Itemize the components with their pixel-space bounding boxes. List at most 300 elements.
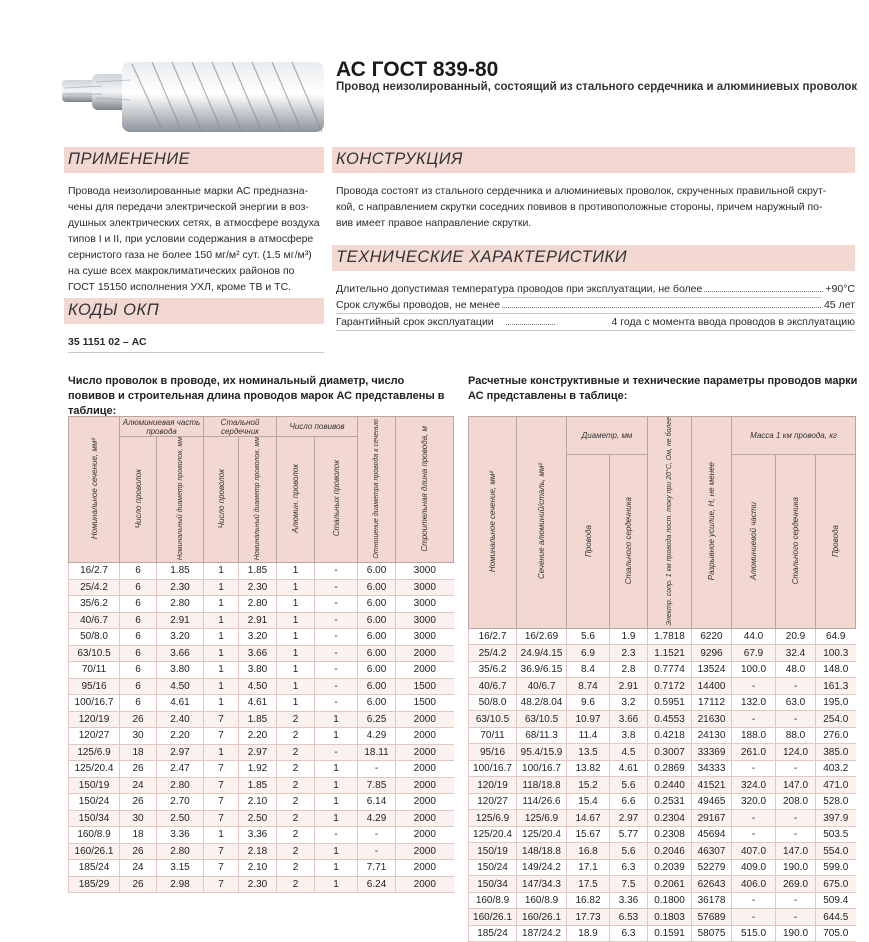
application-line: Провода неизолированные марки АС предназна- (68, 185, 309, 197)
table1-cell: 1 (277, 678, 315, 695)
table1-col-nom: Номинальное сечение, мм² (89, 438, 99, 540)
table2-row (469, 628, 856, 645)
table1-cell: 120/19 (69, 711, 120, 728)
table2-cell: 7.5 (610, 876, 648, 893)
table1-cell: 3.36 (157, 827, 204, 844)
table1-cell: 2.50 (239, 810, 277, 827)
table2-col-sec: Сечение алюминий/сталь, мм² (537, 463, 546, 580)
table1-sub-count: Число проволок (216, 468, 226, 529)
table2-cell: 64.9 (816, 628, 856, 645)
table2-cell: 34333 (692, 760, 732, 777)
table1-cell: 1 (277, 645, 315, 662)
table1-cell: 2000 (396, 860, 454, 877)
table2-cell: - (732, 810, 776, 827)
table2-col-res: Электр. сопр. 1 км провода пост. току при 20°С, Ом, не более (666, 417, 673, 626)
table1-cell: 2 (277, 876, 315, 893)
table2-cell: 3.66 (610, 711, 648, 728)
table2-cell: 118/18.8 (517, 777, 567, 794)
table1-cell: 2.91 (239, 612, 277, 629)
page-title: АС ГОСТ 839-80 (336, 58, 499, 81)
table2-cell: 15.67 (567, 826, 610, 843)
table1-cell: 1 (204, 645, 239, 662)
table2-row (469, 810, 856, 827)
table1-col-len: Строительная длина провода, м (420, 425, 430, 552)
table2 (468, 416, 856, 942)
table2-row (469, 777, 856, 794)
table2-cell: 24.9/4.15 (517, 645, 567, 662)
table1-cell: 35/6.2 (69, 596, 120, 613)
table2-cell: 57689 (692, 909, 732, 926)
table1-cell: 1 (204, 629, 239, 646)
table2-group-mass: Масса 1 км провода, кг (732, 417, 856, 455)
table1-cell: 6.00 (358, 629, 396, 646)
application-line: чены для передачи электрической энергии в воз- (68, 201, 309, 213)
construction-line: вив имеет правое направление скрутки. (336, 217, 532, 229)
table2-cell: 68/11.3 (517, 727, 567, 744)
construction-text (336, 183, 856, 231)
table1-cell: 7 (204, 728, 239, 745)
table1-sub-count: Число проволок (133, 468, 143, 529)
spec-divider (336, 330, 855, 331)
table1-cell: 2000 (396, 810, 454, 827)
table1-cell: 2 (277, 860, 315, 877)
table1-group-st: Стальной сердечник (204, 417, 277, 437)
table2-cell: 0.2304 (648, 810, 692, 827)
table1-cell: 1 (277, 612, 315, 629)
table2-row (469, 843, 856, 860)
table2-cell: 147.0 (776, 777, 816, 794)
table1-cell: 1 (315, 728, 358, 745)
construction-heading-bar (332, 147, 855, 173)
table1-cell: 6.14 (358, 794, 396, 811)
table1-cell: 2.97 (157, 744, 204, 761)
table1-row (69, 711, 454, 728)
table1-cell: 2000 (396, 761, 454, 778)
table1-cell: 2 (277, 728, 315, 745)
table1-cell: 3000 (396, 596, 454, 613)
table2-cell: 148/18.8 (517, 843, 567, 860)
table2-cell: 5.6 (610, 777, 648, 794)
table1-cell: 1 (315, 777, 358, 794)
table2-cell: 160/26.1 (469, 909, 517, 926)
table1-cell: 6 (120, 662, 157, 679)
table2-cell: 187/24.2 (517, 925, 567, 942)
table2-cell: 0.2039 (648, 859, 692, 876)
table1-row (69, 629, 454, 646)
table2-cell: 48.2/8.04 (517, 694, 567, 711)
table1 (68, 416, 454, 893)
table2-cell: 41521 (692, 777, 732, 794)
table1-row (69, 728, 454, 745)
table2-cell: - (776, 826, 816, 843)
table1-cell: 2 (277, 794, 315, 811)
table1-cell: 3.80 (239, 662, 277, 679)
table1-cell: 2.80 (239, 596, 277, 613)
table1-cell: 6.00 (358, 695, 396, 712)
table1-cell: 2 (277, 827, 315, 844)
table1-cell: 2000 (396, 843, 454, 860)
okp-divider (68, 352, 324, 353)
spec-value: +90°С (825, 283, 855, 295)
table2-cell: 24130 (692, 727, 732, 744)
table2-cell: - (776, 909, 816, 926)
table1-cell: 3.36 (239, 827, 277, 844)
table2-cell: 14.67 (567, 810, 610, 827)
table2-cell: 58075 (692, 925, 732, 942)
table1-cell: 24 (120, 777, 157, 794)
table1-cell: 7 (204, 777, 239, 794)
table1-cell: - (358, 827, 396, 844)
table2-cell: - (776, 711, 816, 728)
table2-cell: 2.97 (610, 810, 648, 827)
table2-cell: 0.4218 (648, 727, 692, 744)
table1-row (69, 612, 454, 629)
table1-cell: 4.29 (358, 810, 396, 827)
table1-cell: 4.29 (358, 728, 396, 745)
table2-cell: 5.6 (610, 843, 648, 860)
table2-cell: 150/24 (469, 859, 517, 876)
table1-cell: 30 (120, 810, 157, 827)
table1-cell: 3.66 (239, 645, 277, 662)
application-line: душных электрических сетях, в атмосфере воздуха (68, 217, 320, 229)
table1-cell: - (315, 579, 358, 596)
table2-cell: 190.0 (776, 925, 816, 942)
table2-cell: 3.8 (610, 727, 648, 744)
table2-cell: 120/19 (469, 777, 517, 794)
table1-cell: 185/24 (69, 860, 120, 877)
table1-group-al: Алюминиевая часть провода (120, 417, 204, 437)
table1-cell: 1 (315, 794, 358, 811)
spec-row-warranty (336, 314, 855, 330)
okp-code: 35 1151 02 – АС (68, 336, 147, 348)
table2-cell: 160/26.1 (517, 909, 567, 926)
table1-cell: 6.00 (358, 612, 396, 629)
table1-cell: - (315, 827, 358, 844)
table2-cell: 150/19 (469, 843, 517, 860)
table2-cell: 276.0 (816, 727, 856, 744)
table2-cell: 503.5 (816, 826, 856, 843)
table2-row (469, 711, 856, 728)
spec-value: 4 года с момента ввода проводов в эксплуатацию (611, 316, 855, 328)
table2-cell: 15.4 (567, 793, 610, 810)
table2-cell: 2.91 (610, 678, 648, 695)
table2-cell: - (776, 892, 816, 909)
table2-cell: 44.0 (732, 628, 776, 645)
table2-row (469, 760, 856, 777)
table2-cell: 254.0 (816, 711, 856, 728)
table2-cell: - (732, 678, 776, 695)
table1-cell: 150/24 (69, 794, 120, 811)
table1-row (69, 744, 454, 761)
table2-cell: 2.3 (610, 645, 648, 662)
table1-cell: 1.85 (157, 563, 204, 580)
table2-cell: 100.3 (816, 645, 856, 662)
table1-row (69, 579, 454, 596)
table2-cell: 13524 (692, 661, 732, 678)
table2-cell: 36.9/6.15 (517, 661, 567, 678)
table1-cell: 4.50 (239, 678, 277, 695)
table1-col-ratio: Отношение диаметра провода к сечению (373, 418, 381, 559)
table1-cell: 26 (120, 711, 157, 728)
table1-row (69, 876, 454, 893)
table1-cell: 2.10 (239, 860, 277, 877)
table1-cell: 185/29 (69, 876, 120, 893)
table2-cell: - (732, 892, 776, 909)
table2-cell: - (732, 760, 776, 777)
table1-cell: - (358, 761, 396, 778)
table2-cell: 554.0 (816, 843, 856, 860)
table1-cell: 2.40 (157, 711, 204, 728)
table1-cell: 2 (277, 711, 315, 728)
okp-heading: КОДЫ ОКП (68, 301, 160, 319)
table1-cell: 2.47 (157, 761, 204, 778)
table2-cell: 6.9 (567, 645, 610, 662)
table1-cell: 2.20 (157, 728, 204, 745)
table1-cell: 160/8.9 (69, 827, 120, 844)
table2-cell: 88.0 (776, 727, 816, 744)
table1-cell: - (315, 596, 358, 613)
table1-cell: 6 (120, 678, 157, 695)
table2-cell: 0.2869 (648, 760, 692, 777)
table1-cell: 1 (204, 662, 239, 679)
table1-cell: 6.00 (358, 678, 396, 695)
table1-cell: 7 (204, 876, 239, 893)
table1-cell: 26 (120, 761, 157, 778)
table1-cell: 2.30 (239, 579, 277, 596)
table1-cell: 1 (204, 612, 239, 629)
table1-cell: 4.61 (239, 695, 277, 712)
table1-row (69, 596, 454, 613)
table2-caption: Расчетные конструктивные и технические параметры проводов марки АС представлены в таблице: (468, 375, 858, 402)
table1-cell: 1.85 (239, 777, 277, 794)
table2-cell: 13.82 (567, 760, 610, 777)
table2-cell: 95.4/15.9 (517, 744, 567, 761)
table1-cell: 1 (277, 596, 315, 613)
table2-cell: 4.5 (610, 744, 648, 761)
table1-cell: 2.10 (239, 794, 277, 811)
table2-cell: - (732, 711, 776, 728)
table1-cell: 7.71 (358, 860, 396, 877)
table2-row (469, 826, 856, 843)
table1-row (69, 645, 454, 662)
table1-cell: 2000 (396, 777, 454, 794)
table2-cell: 9296 (692, 645, 732, 662)
table1-cell: 3000 (396, 579, 454, 596)
application-line: сернистого газа не более 150 мг/м² сут. (1.5 мг/м³) (68, 249, 312, 261)
table2-cell: 406.0 (732, 876, 776, 893)
table2-cell: 17.1 (567, 859, 610, 876)
table1-row (69, 695, 454, 712)
table2-cell: 150/34 (469, 876, 517, 893)
table1-cell: 2 (277, 777, 315, 794)
table2-col-diam-core: Стального сердечника (624, 496, 633, 585)
table1-cell: 2000 (396, 876, 454, 893)
table2-cell: 320.0 (732, 793, 776, 810)
table1-cell: 2.80 (157, 843, 204, 860)
table2-cell: 10.97 (567, 711, 610, 728)
table1-cell: 2.91 (157, 612, 204, 629)
table1-cell: 7 (204, 843, 239, 860)
table2-cell: 125/20.4 (517, 826, 567, 843)
table2-cell: 100.0 (732, 661, 776, 678)
table2-cell: 188.0 (732, 727, 776, 744)
table2-cell: - (732, 826, 776, 843)
page-subtitle: Провод неизолированный, состоящий из стального сердечника и алюминиевых проволок (336, 81, 858, 93)
table2-cell: 132.0 (732, 694, 776, 711)
table1-cell: 3.20 (239, 629, 277, 646)
table2-cell: 9.6 (567, 694, 610, 711)
table1-cell: 1 (277, 579, 315, 596)
table2-cell: 0.5951 (648, 694, 692, 711)
table2-cell: 397.9 (816, 810, 856, 827)
table2-cell: 160/8.9 (469, 892, 517, 909)
table2-row (469, 793, 856, 810)
table1-cell: 18 (120, 744, 157, 761)
table2-cell: 644.5 (816, 909, 856, 926)
table1-cell: 1 (204, 678, 239, 695)
table2-cell: 0.7172 (648, 678, 692, 695)
table2-cell: 48.0 (776, 661, 816, 678)
table1-cell: 7 (204, 794, 239, 811)
table1-cell: 2.70 (157, 794, 204, 811)
table1-cell: 4.50 (157, 678, 204, 695)
table1-cell: 3.20 (157, 629, 204, 646)
table2-cell: - (776, 760, 816, 777)
table2-cell: 16.8 (567, 843, 610, 860)
table1-group-lay: Число повивов (277, 417, 358, 437)
table1-cell: 6.24 (358, 876, 396, 893)
table2-cell: 161.3 (816, 678, 856, 695)
table1-cell: 6.25 (358, 711, 396, 728)
specs-heading: ТЕХНИЧЕСКИЕ ХАРАКТЕРИСТИКИ (336, 248, 628, 266)
table2-cell: 515.0 (732, 925, 776, 942)
table2-row (469, 876, 856, 893)
table2-cell: 528.0 (816, 793, 856, 810)
table2-cell: 409.0 (732, 859, 776, 876)
table2-cell: 14400 (692, 678, 732, 695)
table2-cell: 50/8.0 (469, 694, 517, 711)
table2-cell: 0.2061 (648, 876, 692, 893)
table1-cell: 6 (120, 612, 157, 629)
table1-cell: 26 (120, 843, 157, 860)
table2-cell: 49465 (692, 793, 732, 810)
table2-row (469, 859, 856, 876)
table2-cell: 11.4 (567, 727, 610, 744)
table2-cell: 509.4 (816, 892, 856, 909)
table1-cell: - (315, 629, 358, 646)
table2-cell: 25/4.2 (469, 645, 517, 662)
table1-cell: 2 (277, 761, 315, 778)
table2-cell: 100/16.7 (469, 760, 517, 777)
table1-sub-diam: Номинальный диаметр проволок, мм (176, 437, 184, 561)
table2-cell: 16.82 (567, 892, 610, 909)
table2-cell: 17.5 (567, 876, 610, 893)
table1-cell: 120/27 (69, 728, 120, 745)
table2-cell: 2.8 (610, 661, 648, 678)
table2-cell: 52279 (692, 859, 732, 876)
table1-cell: 6 (120, 629, 157, 646)
table1-cell: 2.30 (239, 876, 277, 893)
table2-cell: 324.0 (732, 777, 776, 794)
table1-cell: 1.85 (239, 563, 277, 580)
table1-cell: 26 (120, 876, 157, 893)
table1-cell: 7 (204, 761, 239, 778)
table1-cell: 3000 (396, 629, 454, 646)
table2-cell: 8.74 (567, 678, 610, 695)
table2-cell: 32.4 (776, 645, 816, 662)
table2-cell: 403.2 (816, 760, 856, 777)
spec-label: Срок службы проводов, не менее (336, 299, 501, 311)
table1-cell: 2 (277, 744, 315, 761)
table2-cell: 125/6.9 (517, 810, 567, 827)
table1-cell: 40/6.7 (69, 612, 120, 629)
table2-cell: 18.9 (567, 925, 610, 942)
table1-cell: 1 (315, 711, 358, 728)
application-line: на суше всех макроклиматических районов по (68, 265, 295, 277)
table1-cell: 1 (204, 563, 239, 580)
table1-cell: 1.92 (239, 761, 277, 778)
application-heading: ПРИМЕНЕНИЕ (68, 150, 191, 168)
table1-cell: 1 (315, 860, 358, 877)
table2-cell: 0.4553 (648, 711, 692, 728)
table2-cell: 13.5 (567, 744, 610, 761)
spec-label: Длительно допустимая температура проводов при эксплуатации, не более (336, 283, 703, 295)
table2-cell: 8.4 (567, 661, 610, 678)
table2-row (469, 694, 856, 711)
table2-cell: 95/16 (469, 744, 517, 761)
construction-heading: КОНСТРУКЦИЯ (336, 150, 463, 168)
table1-cell: 100/16.7 (69, 695, 120, 712)
table2-cell: 21630 (692, 711, 732, 728)
table2-cell: 208.0 (776, 793, 816, 810)
application-heading-bar (64, 147, 324, 173)
spec-row-service-life (336, 297, 855, 313)
table2-cell: 5.77 (610, 826, 648, 843)
table1-cell: 6.00 (358, 596, 396, 613)
table2-cell: 195.0 (816, 694, 856, 711)
table2-cell: 120/27 (469, 793, 517, 810)
table2-cell: 1.1521 (648, 645, 692, 662)
table2-row (469, 892, 856, 909)
table1-cell: 7 (204, 860, 239, 877)
table1-cell: 6.00 (358, 563, 396, 580)
table1-cell: 1 (277, 563, 315, 580)
table1-cell: - (315, 695, 358, 712)
table1-cell: 63/10.5 (69, 645, 120, 662)
table2-cell: 190.0 (776, 859, 816, 876)
table1-cell: 2000 (396, 728, 454, 745)
table2-col-mass-al: Алюминиевой части (749, 501, 758, 580)
table1-cell: 2000 (396, 645, 454, 662)
table1-cell: 1500 (396, 678, 454, 695)
table1-cell: 1 (315, 761, 358, 778)
table2-cell: 125/20.4 (469, 826, 517, 843)
table1-cell: 2.30 (157, 579, 204, 596)
table1-cell: 16/2.7 (69, 563, 120, 580)
table2-cell: 471.0 (816, 777, 856, 794)
table2-cell: 6.6 (610, 793, 648, 810)
table1-cell: 1.85 (239, 711, 277, 728)
spec-value: 45 лет (823, 299, 855, 311)
table1-cell: 150/34 (69, 810, 120, 827)
application-line: типов I и II, при условии содержания в атмосфере (68, 233, 314, 245)
table2-cell: 4.61 (610, 760, 648, 777)
table1-cell: 18.11 (358, 744, 396, 761)
table1-cell: 3.66 (157, 645, 204, 662)
table1-cell: 2.98 (157, 876, 204, 893)
table1-cell: 6 (120, 563, 157, 580)
table2-cell: 3.36 (610, 892, 648, 909)
